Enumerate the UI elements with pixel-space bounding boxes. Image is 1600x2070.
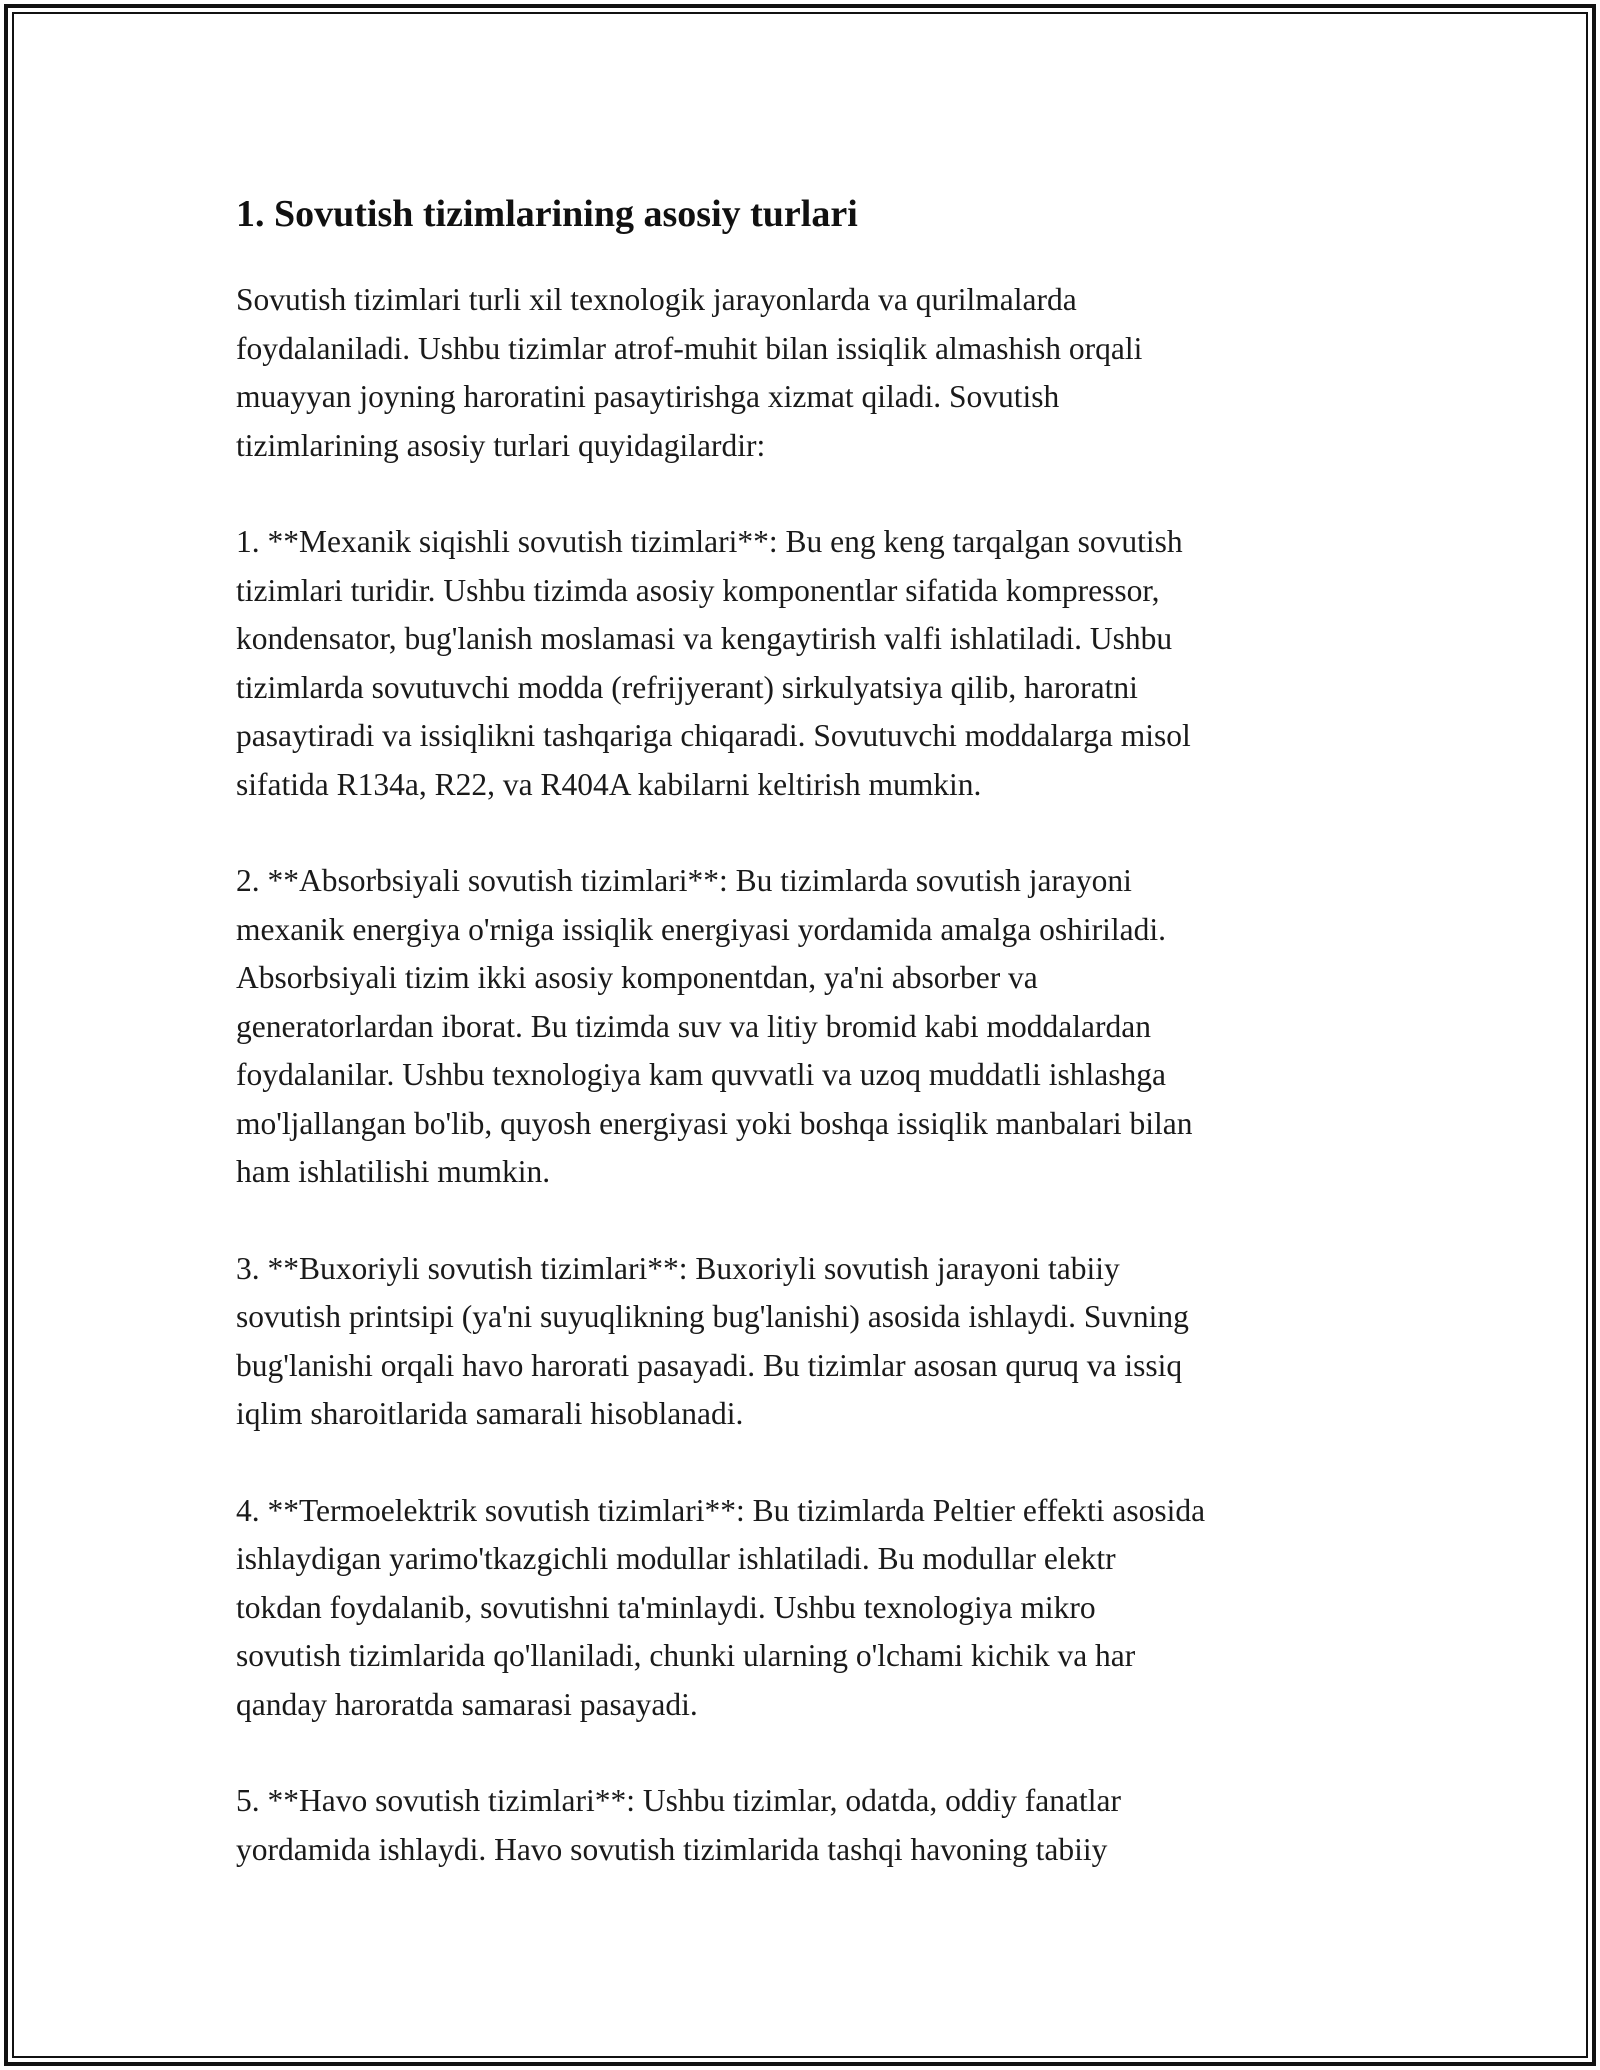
text-line: Sovutish tizimlari turli xil texnologik jarayonlarda va qurilmalarda <box>236 282 1077 317</box>
text-line: muayyan joyning haroratini pasaytirishga xizmat qiladi. Sovutish <box>236 379 1060 414</box>
text-line: ishlaydigan yarimo'tkazgichli modullar ishlatiladi. Bu modullar elektr <box>236 1541 1116 1576</box>
text-line: generatorlardan iborat. Bu tizimda suv va litiy bromid kabi moddalardan <box>236 1008 1151 1044</box>
text-line: Absorbsiyali tizim ikki asosiy komponentdan, ya'ni absorber va <box>236 960 1038 995</box>
text-line: 2. **Absorbsiyali sovutish tizimlari**: Bu tizimlarda sovutish jarayoni <box>236 863 1132 898</box>
text-line: qanday haroratda samarasi pasayadi. <box>236 1686 698 1722</box>
list-item-thermoelectric <box>236 1487 1376 1730</box>
text-line: sifatida R134a, R22, va R404A kabilarni keltirish mumkin. <box>236 766 982 802</box>
text-line: bug'lanishi orqali havo harorati pasayadi. Bu tizimlar asosan quruq va issiq <box>236 1347 1183 1383</box>
list-item-air <box>236 1777 1376 1874</box>
text-line: tizimlari turidir. Ushbu tizimda asosiy komponentlar sifatida kompressor, <box>236 572 1160 608</box>
text-line: yordamida ishlaydi. Havo sovutish tizimlarida tashqi havoning tabiiy <box>236 1831 1108 1867</box>
text-line: tokdan foydalanib, sovutishni ta'minlaydi. Ushbu texnologiya mikro <box>236 1589 1096 1625</box>
list-item-absorption <box>236 857 1376 1197</box>
text-line: sovutish tizimlarida qo'llaniladi, chunki ularning o'lchami kichik va har <box>236 1638 1136 1673</box>
document-body <box>236 186 1376 1922</box>
text-line: ham ishlatilishi mumkin. <box>236 1154 551 1189</box>
text-line: mo'ljallangan bo'lib, quyosh energiyasi yoki boshqa issiqlik manbalari bilan <box>236 1105 1193 1141</box>
text-line: 1. **Mexanik siqishli sovutish tizimlari**: Bu eng keng tarqalgan sovutish <box>236 524 1183 559</box>
list-item-evaporative <box>236 1245 1376 1439</box>
text-line: mexanik energiya o'rniga issiqlik energiyasi yordamida amalga oshiriladi. <box>236 911 1167 947</box>
text-line: iqlim sharoitlarida samarali hisoblanadi. <box>236 1396 744 1431</box>
text-line: 5. **Havo sovutish tizimlari**: Ushbu tizimlar, odatda, oddiy fanatlar <box>236 1783 1121 1818</box>
text-line: pasaytiradi va issiqlikni tashqariga chiqaradi. Sovutuvchi moddalarga misol <box>236 718 1191 753</box>
text-line: sovutish printsipi (ya'ni suyuqlikning bug'lanishi) asosida ishlaydi. Suvning <box>236 1299 1189 1334</box>
section-heading: 1. Sovutish tizimlarining asosiy turlari <box>236 193 858 235</box>
text-line: foydalanilar. Ushbu texnologiya kam quvvatli va uzoq muddatli ishlashga <box>236 1057 1166 1092</box>
intro-paragraph <box>236 276 1376 470</box>
list-item-mechanical <box>236 518 1376 809</box>
text-line: tizimlarining asosiy turlari quyidagilardir: <box>236 427 766 463</box>
text-line: tizimlarda sovutuvchi modda (refrijyerant) sirkulyatsiya qilib, haroratni <box>236 669 1138 705</box>
text-line: 4. **Termoelektrik sovutish tizimlari**: Bu tizimlarda Peltier effekti asosida <box>236 1492 1206 1528</box>
text-line: kondensator, bug'lanish moslamasi va kengaytirish valfi ishlatiladi. Ushbu <box>236 621 1173 656</box>
text-line: foydalaniladi. Ushbu tizimlar atrof-muhit bilan issiqlik almashish orqali <box>236 330 1143 366</box>
text-line: 3. **Buxoriyli sovutish tizimlari**: Buxoriyli sovutish jarayoni tabiiy <box>236 1250 1120 1286</box>
